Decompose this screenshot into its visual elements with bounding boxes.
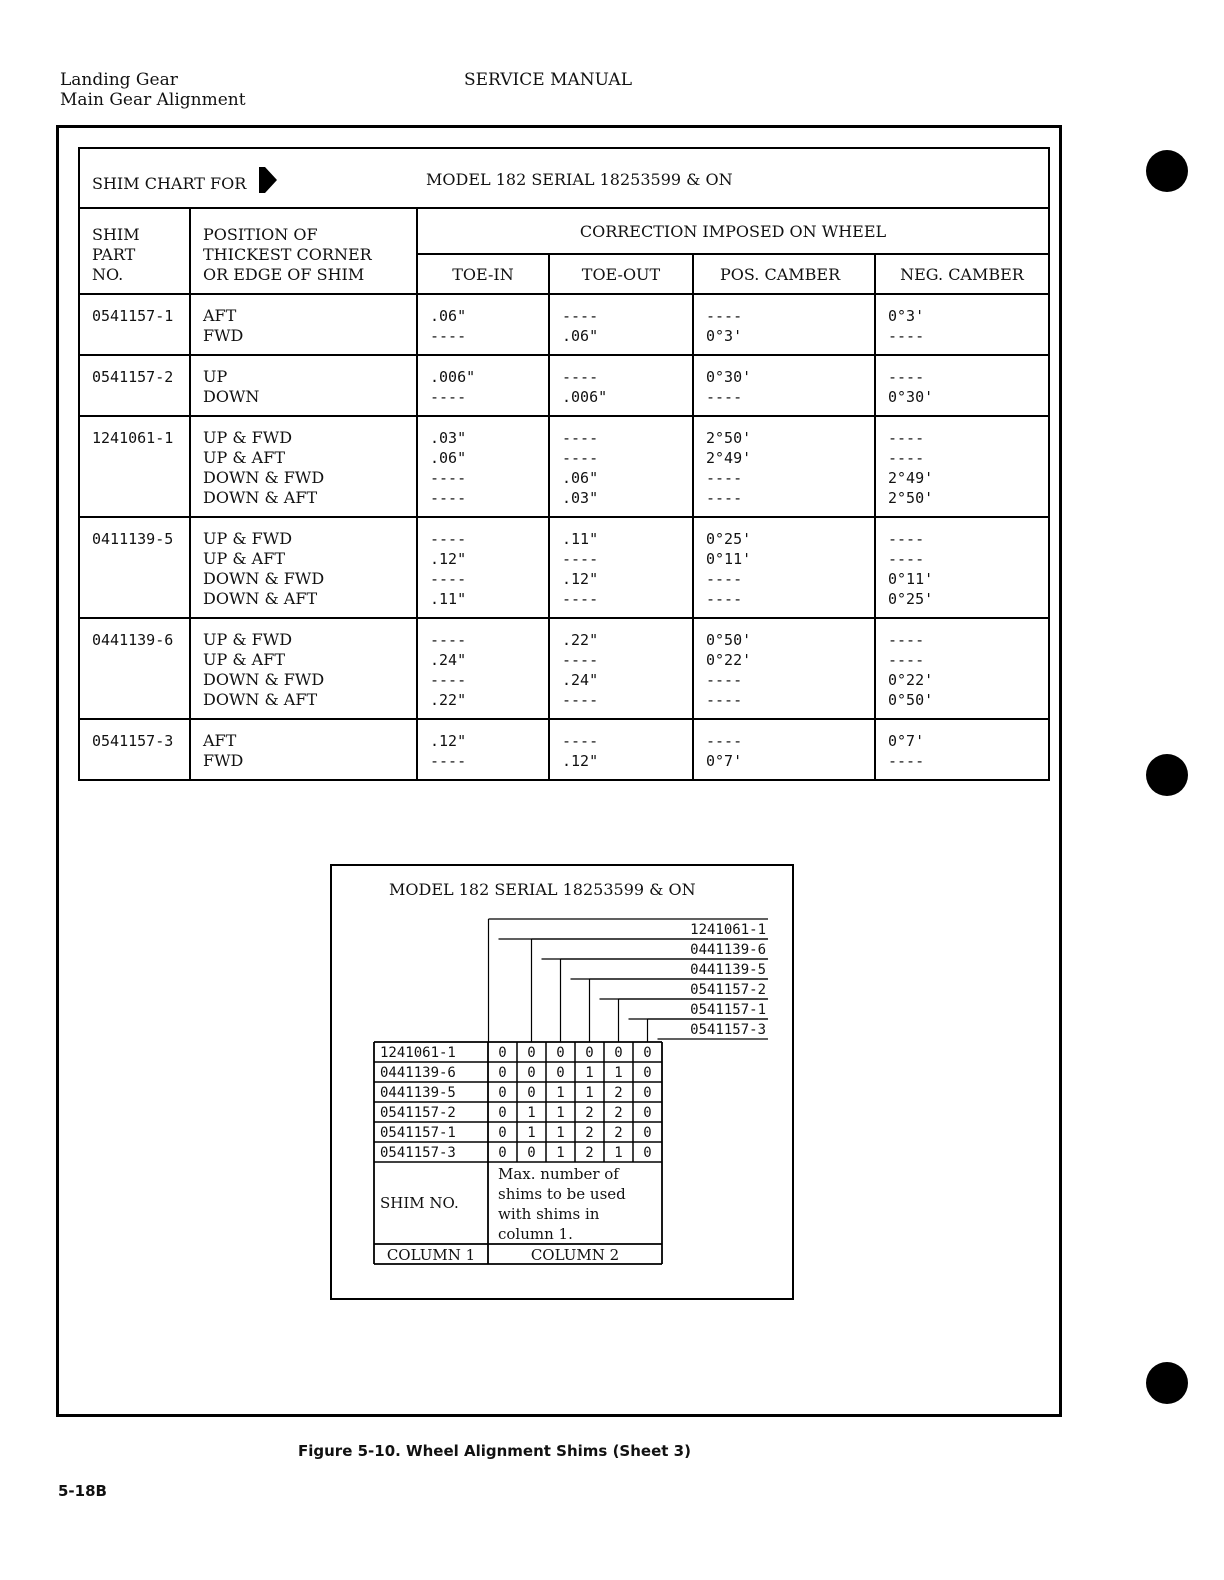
neg-camber-value: 0°7' xyxy=(888,732,925,750)
max-shims-value: 1 xyxy=(614,1145,623,1161)
binder-hole xyxy=(1146,150,1188,192)
toe-in-value: ---- xyxy=(430,489,467,507)
shim-position-value: UP & AFT xyxy=(203,448,285,467)
column-part-label: 0541157-1 xyxy=(690,1002,766,1018)
max-shims-value: 1 xyxy=(527,1125,536,1141)
toe-out-value: ---- xyxy=(562,590,599,608)
max-shims-value: 0 xyxy=(527,1045,536,1061)
column-part-label: 0441139-6 xyxy=(690,942,766,958)
toe-out-value: .22" xyxy=(562,631,599,649)
manual-title: SERVICE MANUAL xyxy=(464,70,632,90)
table-row xyxy=(80,618,1048,719)
toe-out-cell xyxy=(549,719,693,779)
column-part-label: 0541157-2 xyxy=(690,982,766,998)
pos-camber-value: 0°25' xyxy=(706,530,752,548)
column-part-label: 0541157-3 xyxy=(690,1022,766,1038)
shim-position-value: UP & FWD xyxy=(203,428,293,447)
toe-out-value: .12" xyxy=(562,570,599,588)
pos-camber-value: 0°30' xyxy=(706,368,752,386)
shim-position-cell xyxy=(190,294,417,355)
part-number-cell xyxy=(80,618,190,719)
toe-in-cell xyxy=(417,355,549,416)
binder-hole xyxy=(1146,754,1188,796)
column-part-label: 1241061-1 xyxy=(690,922,766,938)
toe-out-cell xyxy=(549,416,693,517)
part-number-value: 0541157-3 xyxy=(92,732,174,750)
col-header-neg-camber: NEG. CAMBER xyxy=(875,254,1048,294)
max-shims-value: 1 xyxy=(556,1125,565,1141)
shim-position-value: DOWN & AFT xyxy=(203,690,318,709)
max-shims-value: 2 xyxy=(585,1105,594,1121)
part-number-cell xyxy=(80,719,190,779)
row-part-label: 0541157-3 xyxy=(380,1145,456,1161)
toe-in-cell xyxy=(417,416,549,517)
pos-camber-value: ---- xyxy=(706,489,743,507)
toe-in-value: ---- xyxy=(430,570,467,588)
pos-camber-value: ---- xyxy=(706,307,743,325)
compat-title: MODEL 182 SERIAL 18253599 & ON xyxy=(389,880,696,899)
toe-in-cell xyxy=(417,719,549,779)
pos-camber-cell xyxy=(693,416,875,517)
compatibility-chart xyxy=(330,864,794,1300)
figure-caption: Figure 5-10. Wheel Alignment Shims (Sheet 3) xyxy=(298,1442,691,1460)
toe-in-cell xyxy=(417,294,549,355)
shim-position-value: FWD xyxy=(203,326,244,345)
max-shims-description: shims to be used xyxy=(498,1185,626,1203)
shim-position-value: UP & AFT xyxy=(203,549,285,568)
shim-position-value: DOWN & AFT xyxy=(203,589,318,608)
part-number-cell xyxy=(80,294,190,355)
neg-camber-value: 0°50' xyxy=(888,691,934,709)
neg-camber-value: ---- xyxy=(888,550,925,568)
shim-chart-for: SHIM CHART FOR xyxy=(92,167,277,193)
toe-out-value: ---- xyxy=(562,368,599,386)
toe-out-value: ---- xyxy=(562,307,599,325)
toe-out-value: .12" xyxy=(562,752,599,770)
pos-camber-value: 0°3' xyxy=(706,327,743,345)
neg-camber-cell xyxy=(875,719,1048,779)
max-shims-description: Max. number of xyxy=(498,1165,619,1183)
max-shims-value: 1 xyxy=(614,1065,623,1081)
shim-position-cell xyxy=(190,517,417,618)
neg-camber-value: ---- xyxy=(888,449,925,467)
shim-position-value: UP xyxy=(203,367,228,386)
max-shims-value: 0 xyxy=(643,1125,652,1141)
shim-no-label: SHIM NO. xyxy=(380,1194,459,1212)
max-shims-value: 0 xyxy=(498,1105,507,1121)
max-shims-value: 2 xyxy=(585,1125,594,1141)
toe-out-value: ---- xyxy=(562,550,599,568)
neg-camber-value: ---- xyxy=(888,327,925,345)
pos-camber-value: ---- xyxy=(706,732,743,750)
neg-camber-cell xyxy=(875,294,1048,355)
row-part-label: 0541157-2 xyxy=(380,1105,456,1121)
max-shims-value: 0 xyxy=(643,1105,652,1121)
neg-camber-value: ---- xyxy=(888,631,925,649)
shim-position-value: DOWN & AFT xyxy=(203,488,318,507)
max-shims-value: 0 xyxy=(498,1085,507,1101)
toe-in-value: ---- xyxy=(430,388,467,406)
pos-camber-value: 0°11' xyxy=(706,550,752,568)
neg-camber-value: 2°49' xyxy=(888,469,934,487)
shim-chart xyxy=(78,147,1050,781)
max-shims-value: 1 xyxy=(556,1145,565,1161)
neg-camber-value: 0°3' xyxy=(888,307,925,325)
table-row xyxy=(80,517,1048,618)
toe-in-value: .22" xyxy=(430,691,467,709)
toe-in-value: .03" xyxy=(430,429,467,447)
col-header-pos-camber: POS. CAMBER xyxy=(693,254,875,294)
shim-position-value: DOWN & FWD xyxy=(203,569,325,588)
neg-camber-cell xyxy=(875,517,1048,618)
toe-in-value: .006" xyxy=(430,368,476,386)
toe-out-value: ---- xyxy=(562,651,599,669)
neg-camber-value: 0°30' xyxy=(888,388,934,406)
col-header-position: POSITION OF THICKEST CORNER OR EDGE OF SHIM xyxy=(190,209,417,294)
shim-table-body xyxy=(80,294,1048,779)
column2-label: COLUMN 2 xyxy=(530,1246,620,1264)
part-number-cell xyxy=(80,416,190,517)
pos-camber-cell xyxy=(693,355,875,416)
shim-position-value: UP & FWD xyxy=(203,630,293,649)
max-shims-value: 0 xyxy=(643,1045,652,1061)
col-header-part: SHIM PART NO. xyxy=(80,209,190,294)
neg-camber-value: 0°22' xyxy=(888,671,934,689)
max-shims-value: 0 xyxy=(527,1145,536,1161)
part-number-value: 0441139-6 xyxy=(92,631,174,649)
neg-camber-value: ---- xyxy=(888,651,925,669)
neg-camber-value: ---- xyxy=(888,368,925,386)
shim-position-value: FWD xyxy=(203,751,244,770)
max-shims-description: with shims in xyxy=(498,1205,600,1223)
toe-out-value: .24" xyxy=(562,671,599,689)
toe-out-value: ---- xyxy=(562,691,599,709)
max-shims-value: 2 xyxy=(614,1105,623,1121)
neg-camber-value: ---- xyxy=(888,530,925,548)
row-part-label: 0441139-5 xyxy=(380,1085,456,1101)
toe-in-value: .24" xyxy=(430,651,467,669)
table-row xyxy=(80,294,1048,355)
max-shims-value: 0 xyxy=(643,1145,652,1161)
toe-out-value: .006" xyxy=(562,388,608,406)
toe-out-value: .11" xyxy=(562,530,599,548)
compatibility-grid xyxy=(332,866,792,1298)
column-part-label: 0441139-5 xyxy=(690,962,766,978)
max-shims-value: 0 xyxy=(498,1065,507,1081)
model-serial: MODEL 182 SERIAL 18253599 & ON xyxy=(426,170,733,189)
max-shims-value: 2 xyxy=(614,1085,623,1101)
toe-out-cell xyxy=(549,618,693,719)
toe-in-value: ---- xyxy=(430,671,467,689)
shim-position-value: DOWN & FWD xyxy=(203,468,325,487)
toe-in-value: .12" xyxy=(430,550,467,568)
pos-camber-cell xyxy=(693,294,875,355)
toe-in-value: ---- xyxy=(430,752,467,770)
toe-in-value: .11" xyxy=(430,590,467,608)
toe-out-value: .03" xyxy=(562,489,599,507)
toe-in-value: .06" xyxy=(430,307,467,325)
pos-camber-value: 0°22' xyxy=(706,651,752,669)
running-header xyxy=(60,70,246,110)
pos-camber-value: ---- xyxy=(706,388,743,406)
neg-camber-value: ---- xyxy=(888,429,925,447)
max-shims-value: 2 xyxy=(614,1125,623,1141)
row-part-label: 0541157-1 xyxy=(380,1125,456,1141)
shim-position-value: DOWN & FWD xyxy=(203,670,325,689)
binder-hole xyxy=(1146,1362,1188,1404)
col-header-toe-out: TOE-OUT xyxy=(549,254,693,294)
subsection-title: Main Gear Alignment xyxy=(60,90,246,110)
part-number-cell xyxy=(80,517,190,618)
toe-in-value: ---- xyxy=(430,530,467,548)
shim-position-value: AFT xyxy=(203,731,237,750)
max-shims-value: 0 xyxy=(556,1065,565,1081)
shim-position-value: DOWN xyxy=(203,387,260,406)
part-number-value: 0541157-2 xyxy=(92,368,174,386)
correction-header: CORRECTION IMPOSED ON WHEEL xyxy=(417,209,1048,254)
toe-in-cell xyxy=(417,517,549,618)
neg-camber-value: 0°25' xyxy=(888,590,934,608)
shim-table xyxy=(80,209,1048,779)
pos-camber-cell xyxy=(693,517,875,618)
neg-camber-cell xyxy=(875,416,1048,517)
pos-camber-value: 0°7' xyxy=(706,752,743,770)
part-number-value: 0541157-1 xyxy=(92,307,174,325)
pos-camber-value: 2°50' xyxy=(706,429,752,447)
neg-camber-value: 2°50' xyxy=(888,489,934,507)
arrow-right-icon xyxy=(257,167,277,193)
max-shims-value: 1 xyxy=(556,1105,565,1121)
max-shims-value: 0 xyxy=(614,1045,623,1061)
max-shims-value: 0 xyxy=(498,1125,507,1141)
toe-out-cell xyxy=(549,355,693,416)
pos-camber-value: ---- xyxy=(706,590,743,608)
shim-position-value: AFT xyxy=(203,306,237,325)
max-shims-value: 0 xyxy=(527,1085,536,1101)
max-shims-value: 0 xyxy=(643,1065,652,1081)
max-shims-value: 1 xyxy=(585,1065,594,1081)
max-shims-value: 1 xyxy=(585,1085,594,1101)
max-shims-value: 0 xyxy=(498,1145,507,1161)
neg-camber-value: 0°11' xyxy=(888,570,934,588)
max-shims-value: 0 xyxy=(585,1045,594,1061)
toe-in-value: ---- xyxy=(430,631,467,649)
shim-position-cell xyxy=(190,355,417,416)
toe-out-value: ---- xyxy=(562,429,599,447)
neg-camber-cell xyxy=(875,618,1048,719)
toe-in-value: .06" xyxy=(430,449,467,467)
part-number-value: 1241061-1 xyxy=(92,429,174,447)
toe-out-value: ---- xyxy=(562,449,599,467)
toe-in-value: .12" xyxy=(430,732,467,750)
neg-camber-value: ---- xyxy=(888,752,925,770)
max-shims-value: 1 xyxy=(527,1105,536,1121)
row-part-label: 0441139-6 xyxy=(380,1065,456,1081)
max-shims-value: 0 xyxy=(643,1085,652,1101)
shim-position-cell xyxy=(190,719,417,779)
section-title: Landing Gear xyxy=(60,70,178,90)
page-number: 5-18B xyxy=(58,1482,107,1500)
row-part-label: 1241061-1 xyxy=(380,1045,456,1061)
column1-label: COLUMN 1 xyxy=(386,1246,476,1264)
pos-camber-value: ---- xyxy=(706,671,743,689)
max-shims-value: 0 xyxy=(498,1045,507,1061)
pos-camber-cell xyxy=(693,618,875,719)
part-number-value: 0411139-5 xyxy=(92,530,174,548)
shim-position-value: UP & AFT xyxy=(203,650,285,669)
shim-position-cell xyxy=(190,416,417,517)
max-shims-description: column 1. xyxy=(498,1225,573,1243)
toe-in-value: ---- xyxy=(430,327,467,345)
toe-in-value: ---- xyxy=(430,469,467,487)
toe-out-cell xyxy=(549,517,693,618)
toe-out-value: .06" xyxy=(562,327,599,345)
pos-camber-cell xyxy=(693,719,875,779)
max-shims-value: 1 xyxy=(556,1085,565,1101)
pos-camber-value: ---- xyxy=(706,691,743,709)
col-header-toe-in: TOE-IN xyxy=(417,254,549,294)
table-row xyxy=(80,355,1048,416)
shim-position-value: UP & FWD xyxy=(203,529,293,548)
toe-out-value: ---- xyxy=(562,732,599,750)
pos-camber-value: ---- xyxy=(706,570,743,588)
toe-out-cell xyxy=(549,294,693,355)
max-shims-value: 0 xyxy=(556,1045,565,1061)
pos-camber-value: 2°49' xyxy=(706,449,752,467)
pos-camber-value: 0°50' xyxy=(706,631,752,649)
part-number-cell xyxy=(80,355,190,416)
max-shims-value: 0 xyxy=(527,1065,536,1081)
toe-in-cell xyxy=(417,618,549,719)
table-row xyxy=(80,416,1048,517)
pos-camber-value: ---- xyxy=(706,469,743,487)
shim-chart-title xyxy=(80,149,1048,209)
toe-out-value: .06" xyxy=(562,469,599,487)
table-row xyxy=(80,719,1048,779)
max-shims-value: 2 xyxy=(585,1145,594,1161)
neg-camber-cell xyxy=(875,355,1048,416)
shim-position-cell xyxy=(190,618,417,719)
